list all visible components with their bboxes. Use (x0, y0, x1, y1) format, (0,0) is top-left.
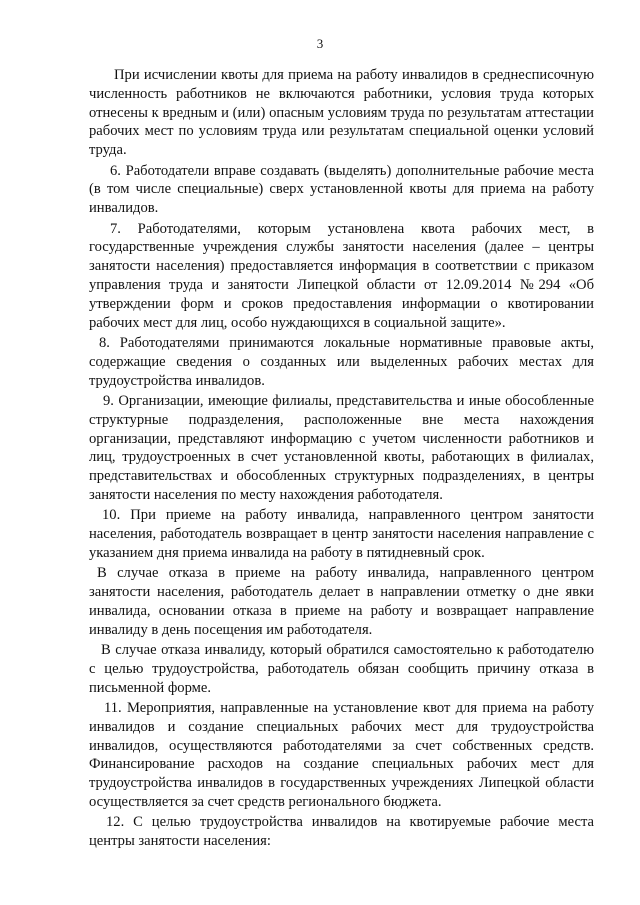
paragraph-7: 7. Работодателями, которым установлена квота рабочих мест, в государственные учреждения службы занятости населения (далее – центры занятости населения) предоставляется информация в соответствии с приказом управления труда и занятости Липецкой области от 12.09.2014 №294 «Об утверждении форм и сроков предоставления информации о квотировании рабочих мест для лиц, особо нуждающихся в социальной защите». (89, 220, 594, 331)
paragraph-refusal-directed: В случае отказа в приеме на работу инвалида, направленного центром занятости населения, работодатель делает в направлении отметку о дне явки инвалида, основании отказа в приеме на работу и возвращает направление инвалиду в день посещения им работодателя. (89, 565, 594, 638)
paragraph-quota-calculation: При исчислении квоты для приема на работу инвалидов в среднесписочную численность работников не включаются работники, условия труда которых отнесены к вредным и (или) опасным условиям труда по результатам аттестации рабочих мест по условиям труда или результатам специальной оценки условий труда. (89, 67, 594, 159)
paragraph-refusal-self: В случае отказа инвалиду, который обратился самостоятельно к работодателю с целью трудоустройства, работодатель обязан сообщить причину отказа в письменной форме. (89, 642, 594, 696)
paragraph-8: 8. Работодателями принимаются локальные нормативные правовые акты, содержащие сведения о созданных или выделенных рабочих местах для трудоустройства инвалидов. (89, 334, 594, 389)
paragraph-6: 6. Работодатели вправе создавать (выделять) дополнительные рабочие места (в том числе специальные) сверх установленной квоты для приема на работу инвалидов. (89, 162, 594, 217)
paragraph-9: 9. Организации, имеющие филиалы, представительства и иные обособленные структурные подразделения, расположенные вне места нахождения организации, представляют информацию с учетом численности работников и лиц, трудоустроенных в счет установленной квоты, работающих в филиалах, представительствах и обособленных структурных подразделениях, в центры занятости населения по месту нахождения работодателя. (89, 392, 594, 503)
paragraph-10: 10. При приеме на работу инвалида, направленного центром занятости населения, работодатель возвращает в центр занятости населения направление с указанием дня приема инвалида на работу в пятидневный срок. (89, 507, 594, 561)
page-number: 3 (316, 36, 324, 51)
paragraph-12: 12. С целью трудоустройства инвалидов на квотируемые рабочие места центры занятости населения: (89, 814, 594, 850)
paragraph-11: 11. Мероприятия, направленные на установление квот для приема на работу инвалидов и создание специальных рабочих мест для трудоустройства инвалидов, осуществляются работодателями за счет собственных средств. Финансирование расходов на создание специальных рабочих мест для трудоустройства инвалидов в государственных учреждениях Липецкой области осуществляется за счет средств регионального бюджета. (89, 700, 594, 811)
document-body (89, 66, 594, 853)
